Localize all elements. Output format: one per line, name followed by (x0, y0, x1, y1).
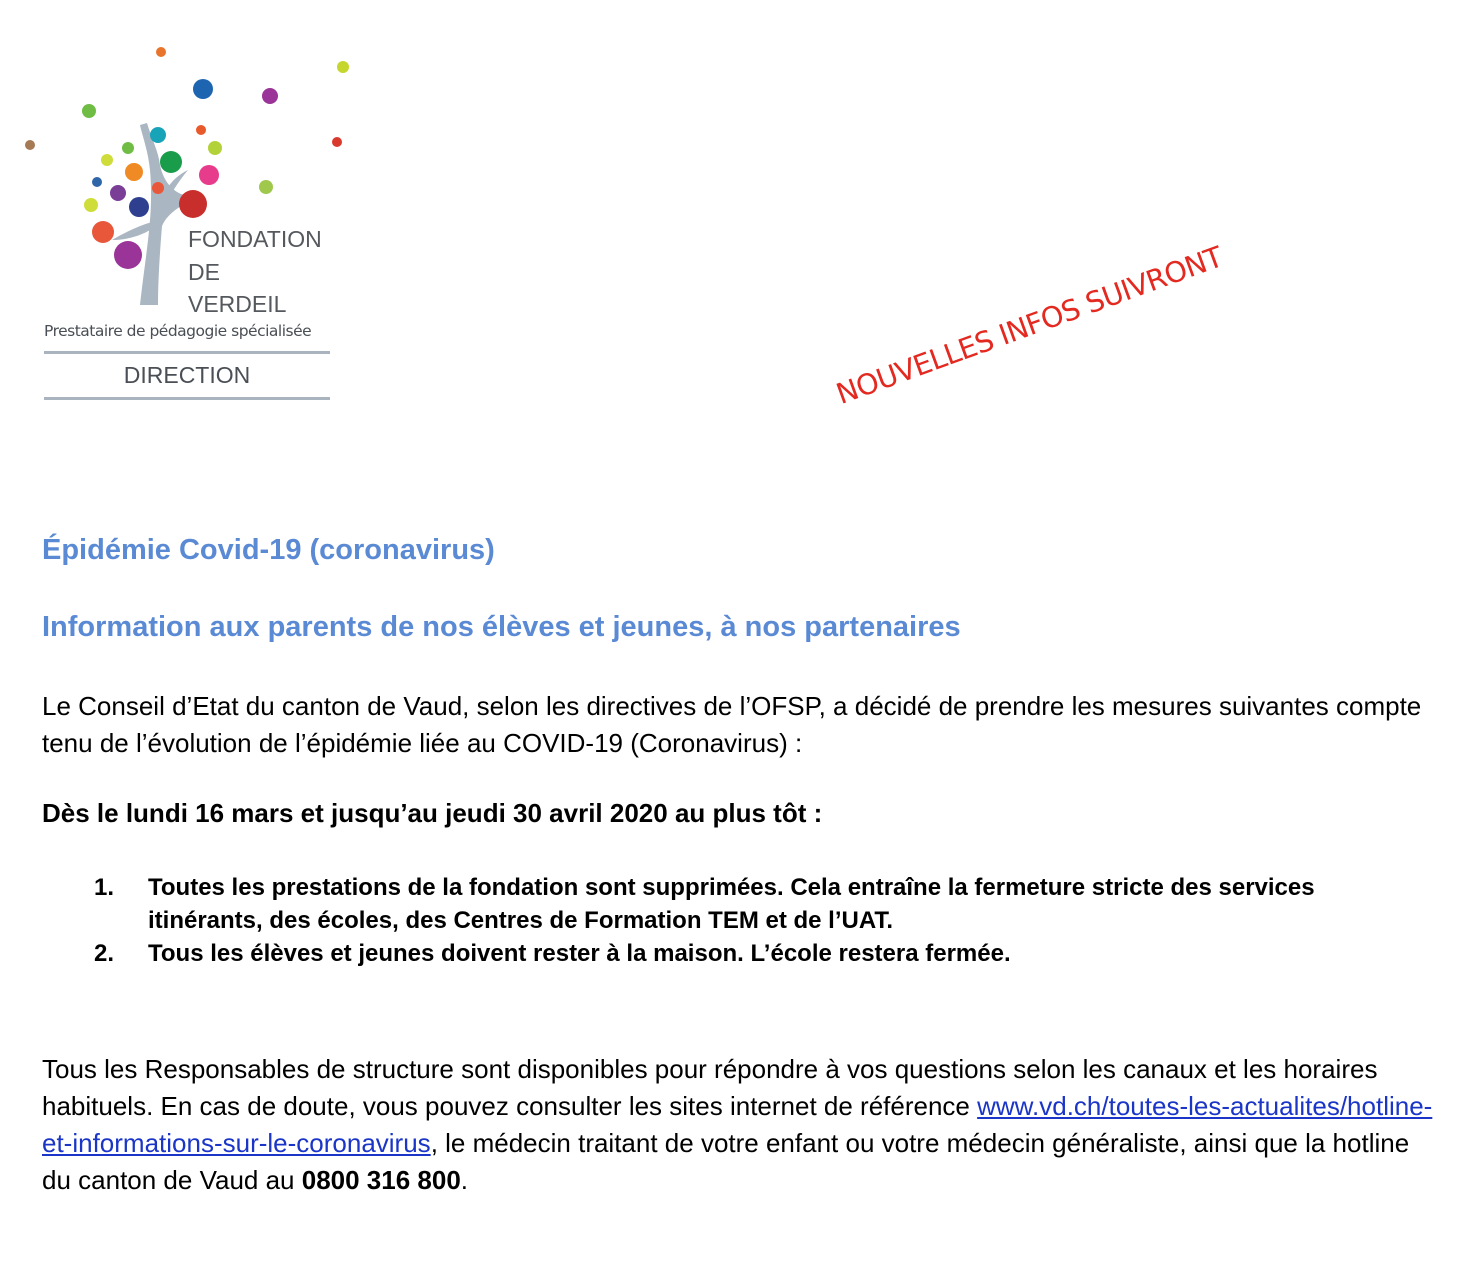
intro-paragraph: Le Conseil d’Etat du canton de Vaud, selon les directives de l’OFSP, a décidé de prendre les mesures suivantes compte tenu de l’évolution de l’épidémie liée au COVID-19 (Coronavirus) : (42, 691, 1422, 758)
logo-name-line: FONDATION (188, 226, 322, 252)
logo-dot (114, 241, 142, 269)
page-title: Épidémie Covid-19 (coronavirus) (42, 534, 495, 566)
logo-dot (129, 197, 149, 217)
logo-name-line: DE (188, 259, 220, 285)
logo (0, 0, 380, 420)
logo-dot (92, 221, 114, 243)
hotline-number: 0800 316 800 (301, 1165, 461, 1195)
reference-link[interactable]: www.vd.ch/toutes-les-actualites/hotline-et-informations-sur-le-coronavirus (42, 1091, 1433, 1158)
logo-dot (84, 198, 98, 212)
logo-dot (208, 141, 222, 155)
logo-dot (101, 154, 113, 166)
stamp-note: NOUVELLES INFOS SUIVRONT (832, 240, 1227, 412)
contact-text: Tous les Responsables de structure sont disponibles pour répondre à vos questions selon les canaux et les horaires habituels. En cas de doute, vous pouvez consulter les sites internet de référence (42, 1054, 1378, 1121)
logo-dot (193, 79, 213, 99)
list-text: Toutes les prestations de la fondation sont supprimées. Cela entraîne la fermeture stricte des services itinérants, des écoles, des Centres de Formation TEM et de l’UAT. (148, 874, 1315, 934)
list-text: Tous les élèves et jeunes doivent rester à la maison. L’école restera fermée. (148, 940, 1011, 967)
logo-dot (262, 88, 278, 104)
logo-dot (110, 185, 126, 201)
logo-dot (179, 190, 207, 218)
logo-dot (332, 137, 342, 147)
logo-dot (82, 104, 96, 118)
page-subtitle: Information aux parents de nos élèves et jeunes, à nos partenaires (42, 611, 961, 643)
logo-department: DIRECTION (123, 362, 251, 388)
logo-dot (259, 180, 273, 194)
logo-name-line: VERDEIL (188, 291, 287, 317)
logo-dot (196, 125, 206, 135)
logo-dot (125, 163, 143, 181)
contact-text: , le médecin traitant de votre enfant ou votre médecin généraliste, ainsi que la hotline du canton de Vaud au (42, 1128, 1410, 1195)
logo-dot (337, 61, 349, 73)
contact-text-end: . (460, 1165, 469, 1195)
logo-dot (150, 127, 166, 143)
logo-tagline: Prestataire de pédagogie spécialisée (44, 322, 312, 340)
logo-divider (44, 351, 330, 354)
logo-dot (25, 140, 35, 150)
contact-paragraph (42, 1051, 1442, 1199)
logo-dot (122, 142, 134, 154)
list-number: 2. (94, 940, 115, 967)
list-number: 1. (94, 874, 115, 901)
date-range: Dès le lundi 16 mars et jusqu’au jeudi 30 avril 2020 au plus tôt : (42, 798, 823, 828)
logo-dot (160, 151, 182, 173)
logo-dot (199, 165, 219, 185)
logo-dot (152, 182, 164, 194)
logo-tree (0, 0, 380, 320)
logo-dot (156, 47, 166, 57)
logo-dot (92, 177, 102, 187)
logo-divider (44, 397, 330, 400)
